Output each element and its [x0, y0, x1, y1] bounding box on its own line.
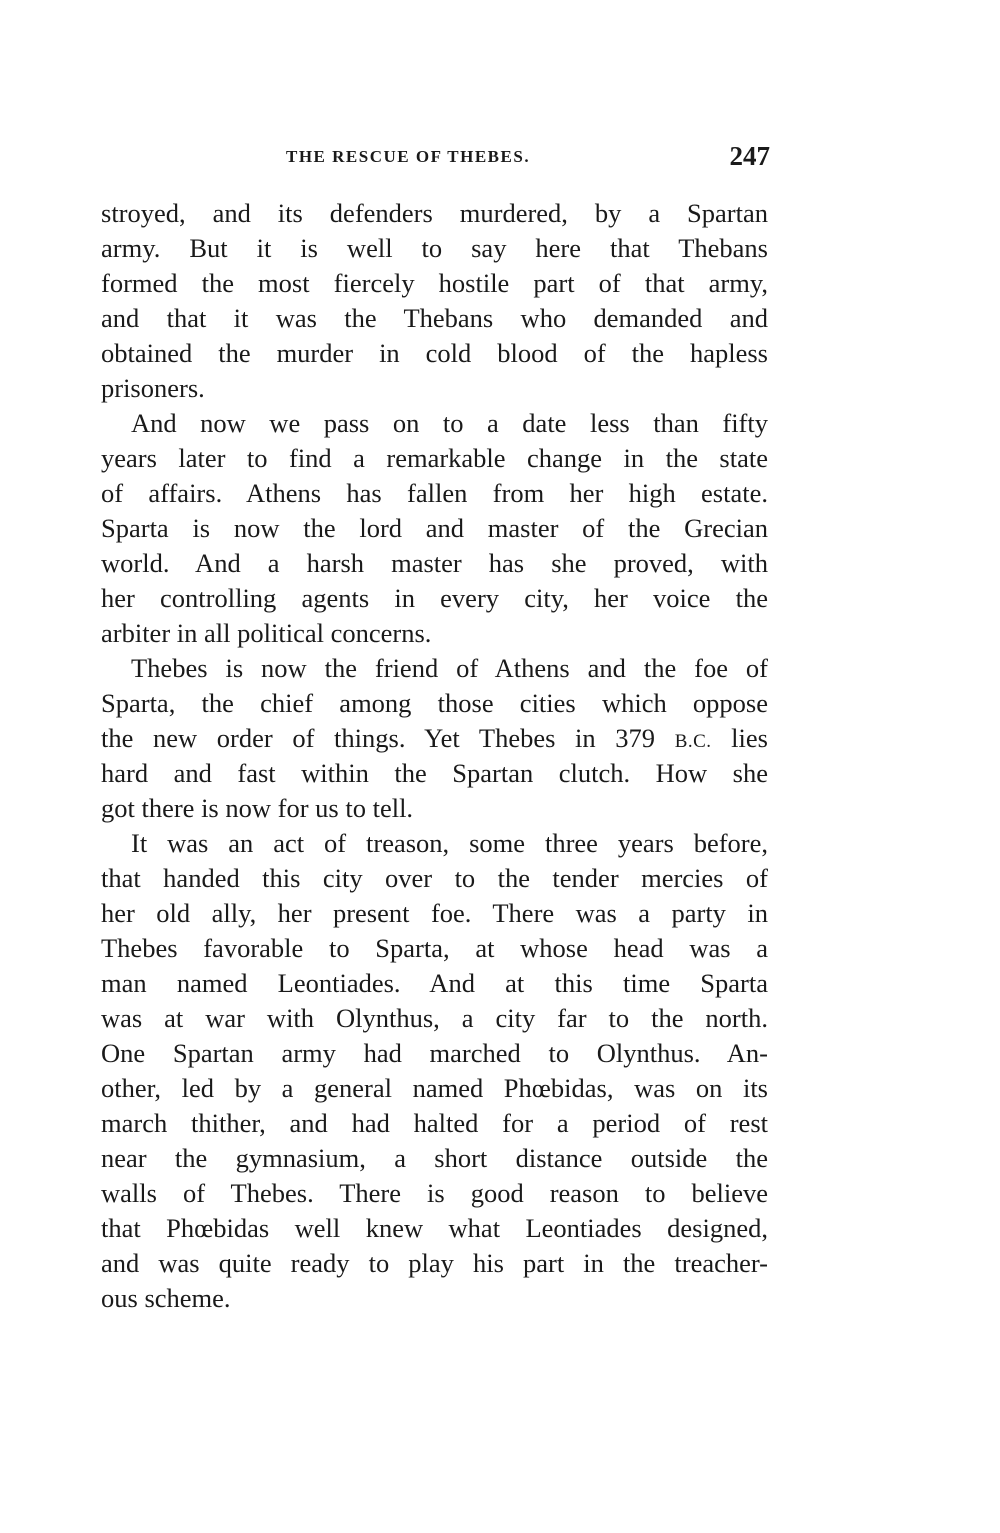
text-line: got there is now for us to tell.: [101, 793, 414, 823]
paragraph: [101, 651, 768, 826]
text-line: that handed this city over to the tender mercies of: [101, 863, 768, 893]
text-line: her controlling agents in every city, her voice the: [101, 583, 768, 613]
text-line: the new order of things. Yet Thebes in 379 B.C. lies: [101, 723, 768, 753]
text-line: army. But it is well to say here that Thebans: [101, 233, 768, 263]
text-line: hard and fast within the Spartan clutch. How she: [101, 758, 768, 788]
text-line: walls of Thebes. There is good reason to believe: [101, 1178, 768, 1208]
text-line: And now we pass on to a date less than fifty: [131, 408, 768, 438]
text-line: that Phœbidas well knew what Leontiades designed,: [101, 1213, 768, 1243]
text-line: ous scheme.: [101, 1283, 231, 1313]
text-line: world. And a harsh master has she proved, with: [101, 548, 768, 578]
running-title: THE RESCUE OF THEBES.: [286, 147, 531, 166]
text-line: other, led by a general named Phœbidas, was on its: [101, 1073, 768, 1103]
text-line: Sparta, the chief among those cities which oppose: [101, 688, 768, 718]
paragraph: [101, 826, 768, 1316]
text-line: of affairs. Athens has fallen from her high estate.: [101, 478, 768, 508]
text-line: prisoners.: [101, 373, 205, 403]
text-line: Thebes is now the friend of Athens and the foe of: [131, 653, 768, 683]
text-line: years later to find a remarkable change in the state: [101, 443, 768, 473]
text-line: her old ally, her present foe. There was a party in: [101, 898, 768, 928]
text-line: near the gymnasium, a short distance outside the: [101, 1143, 768, 1173]
text-line: formed the most fiercely hostile part of that army,: [101, 268, 768, 298]
text-line: It was an act of treason, some three years before,: [131, 828, 768, 858]
text-line: Sparta is now the lord and master of the Grecian: [101, 513, 768, 543]
paragraph: [101, 196, 768, 406]
page-header: [100, 143, 770, 177]
text-line: and was quite ready to play his part in the treacher-: [101, 1248, 768, 1278]
paragraph: [101, 406, 768, 651]
text-line: march thither, and had halted for a period of rest: [101, 1108, 768, 1138]
text-line: arbiter in all political concerns.: [101, 618, 432, 648]
body-text: [101, 196, 768, 1316]
text-line: One Spartan army had marched to Olynthus. An-: [101, 1038, 768, 1068]
text-line: was at war with Olynthus, a city far to the north.: [101, 1003, 768, 1033]
page-number: 247: [729, 141, 770, 171]
text-line: obtained the murder in cold blood of the hapless: [101, 338, 768, 368]
text-line: and that it was the Thebans who demanded and: [101, 303, 768, 333]
text-line: stroyed, and its defenders murdered, by a Spartan: [101, 198, 768, 228]
text-line: man named Leontiades. And at this time Sparta: [101, 968, 768, 998]
text-line: Thebes favorable to Sparta, at whose head was a: [101, 933, 768, 963]
